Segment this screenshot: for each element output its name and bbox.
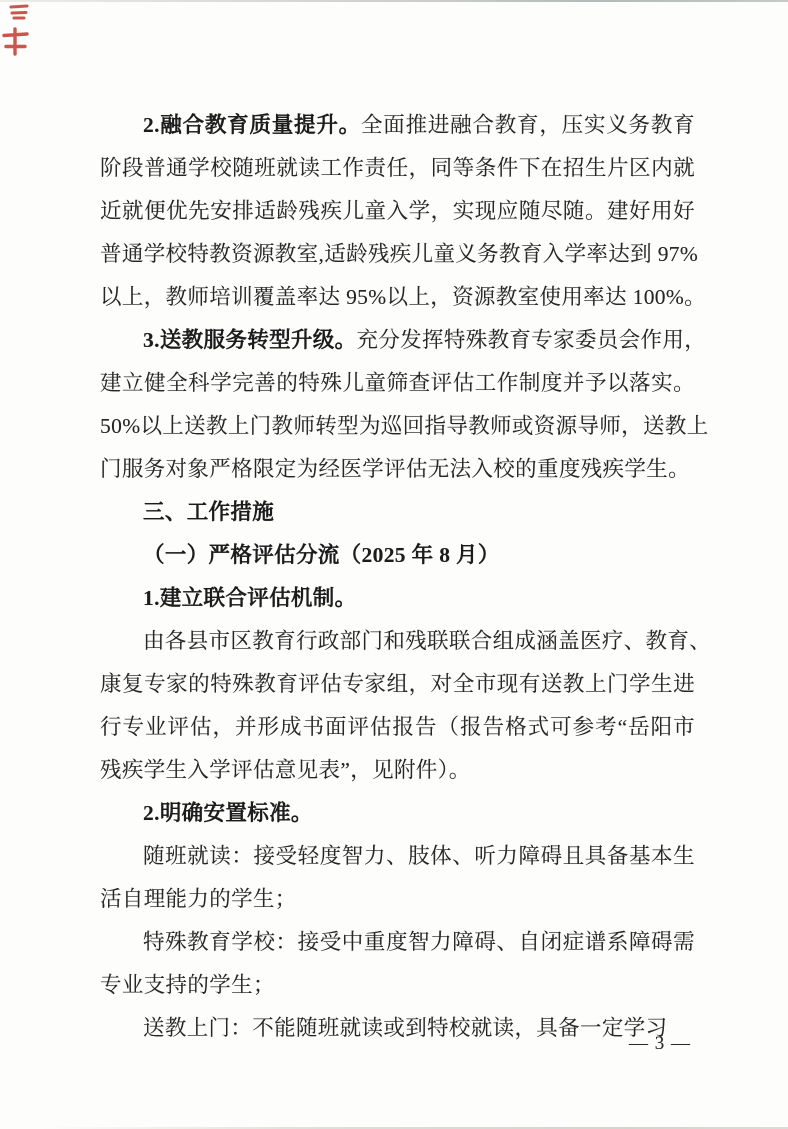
body-text: 残疾学生入学评估意见表”，见附件）。	[100, 758, 471, 782]
body-text: 随班就读：接受轻度智力、肢体、听力障碍且具备基本生	[143, 844, 695, 868]
body-text: 康复专家的特殊教育评估专家组，对全市现有送教上门学生进	[100, 672, 695, 696]
scan-edge-artifact-top	[0, 0, 788, 2]
body-paragraph-line	[100, 663, 695, 706]
body-paragraph-line	[100, 706, 695, 749]
body-paragraph-line	[100, 319, 707, 362]
body-text: 活自理能力的学生；	[100, 887, 297, 911]
document-body	[100, 104, 712, 1050]
body-text: 专业支持的学生；	[100, 973, 275, 997]
body-text: 近就便优先安排适龄残疾儿童入学，实现应随尽随。建好用好	[100, 199, 695, 223]
body-text: 门服务对象严格限定为经医学评估无法入校的重度残疾学生。	[100, 457, 690, 481]
body-text: 由各县市区教育行政部门和残联联合组成涵盖医疗、教育、	[143, 629, 712, 653]
body-paragraph-line	[100, 362, 695, 405]
page-number: — 3 —	[629, 1033, 691, 1054]
body-text: 送教上门：不能随班就读或到特校就读，具备一定学习	[143, 1016, 668, 1040]
body-text: 建立健全科学完善的特殊儿童筛查评估工作制度并予以落实。	[100, 371, 695, 395]
body-text: 以上，教师培训覆盖率达 95%以上，资源教室使用率达 100%。	[100, 285, 707, 309]
body-paragraph-line	[100, 620, 712, 663]
body-paragraph-line	[100, 104, 695, 147]
body-text: 普通学校特教资源教室,适龄残疾儿童义务教育入学率达到 97%	[100, 242, 699, 266]
bold-lead-text: 3.送教服务转型升级。	[143, 328, 357, 352]
point-heading-line	[100, 792, 695, 835]
bold-lead-text: 三、工作措施	[143, 500, 275, 524]
red-ink-mark-bottom	[2, 27, 29, 61]
bold-lead-text: 2.融合教育质量提升。	[143, 113, 361, 137]
bold-lead-text: 1.建立联合评估机制。	[143, 586, 357, 610]
body-text: 特殊教育学校：接受中重度智力障碍、自闭症谱系障碍需	[143, 930, 695, 954]
bold-lead-text: 2.明确安置标准。	[143, 801, 313, 825]
body-paragraph-line	[100, 878, 695, 921]
body-text: 50%以上送教上门教师转型为巡回指导教师或资源导师，送教上	[100, 414, 709, 438]
red-ink-mark-top	[9, 4, 29, 25]
body-paragraph-line	[100, 1007, 695, 1050]
body-paragraph-line	[100, 835, 695, 878]
bold-lead-text: （一）严格评估分流（2025 年 8 月）	[143, 543, 500, 567]
body-paragraph-line	[100, 276, 707, 319]
body-paragraph-line	[100, 749, 695, 792]
body-text: 阶段普通学校随班就读工作责任，同等条件下在招生片区内就	[100, 156, 695, 180]
point-heading-line	[100, 577, 695, 620]
body-paragraph-line	[100, 448, 695, 491]
body-paragraph-line	[100, 405, 709, 448]
sub-heading-line	[100, 534, 695, 577]
body-text: 充分发挥特殊教育专家委员会作用，	[356, 328, 707, 352]
body-paragraph-line	[100, 190, 695, 233]
body-text: 行专业评估，并形成书面评估报告（报告格式可参考“岳阳市	[100, 715, 695, 739]
body-text: 全面推进融合教育，压实义务教育	[360, 113, 695, 137]
body-paragraph-line	[100, 147, 695, 190]
body-paragraph-line	[100, 921, 695, 964]
body-paragraph-line	[100, 233, 699, 276]
body-paragraph-line	[100, 964, 695, 1007]
section-heading-line	[100, 491, 695, 534]
